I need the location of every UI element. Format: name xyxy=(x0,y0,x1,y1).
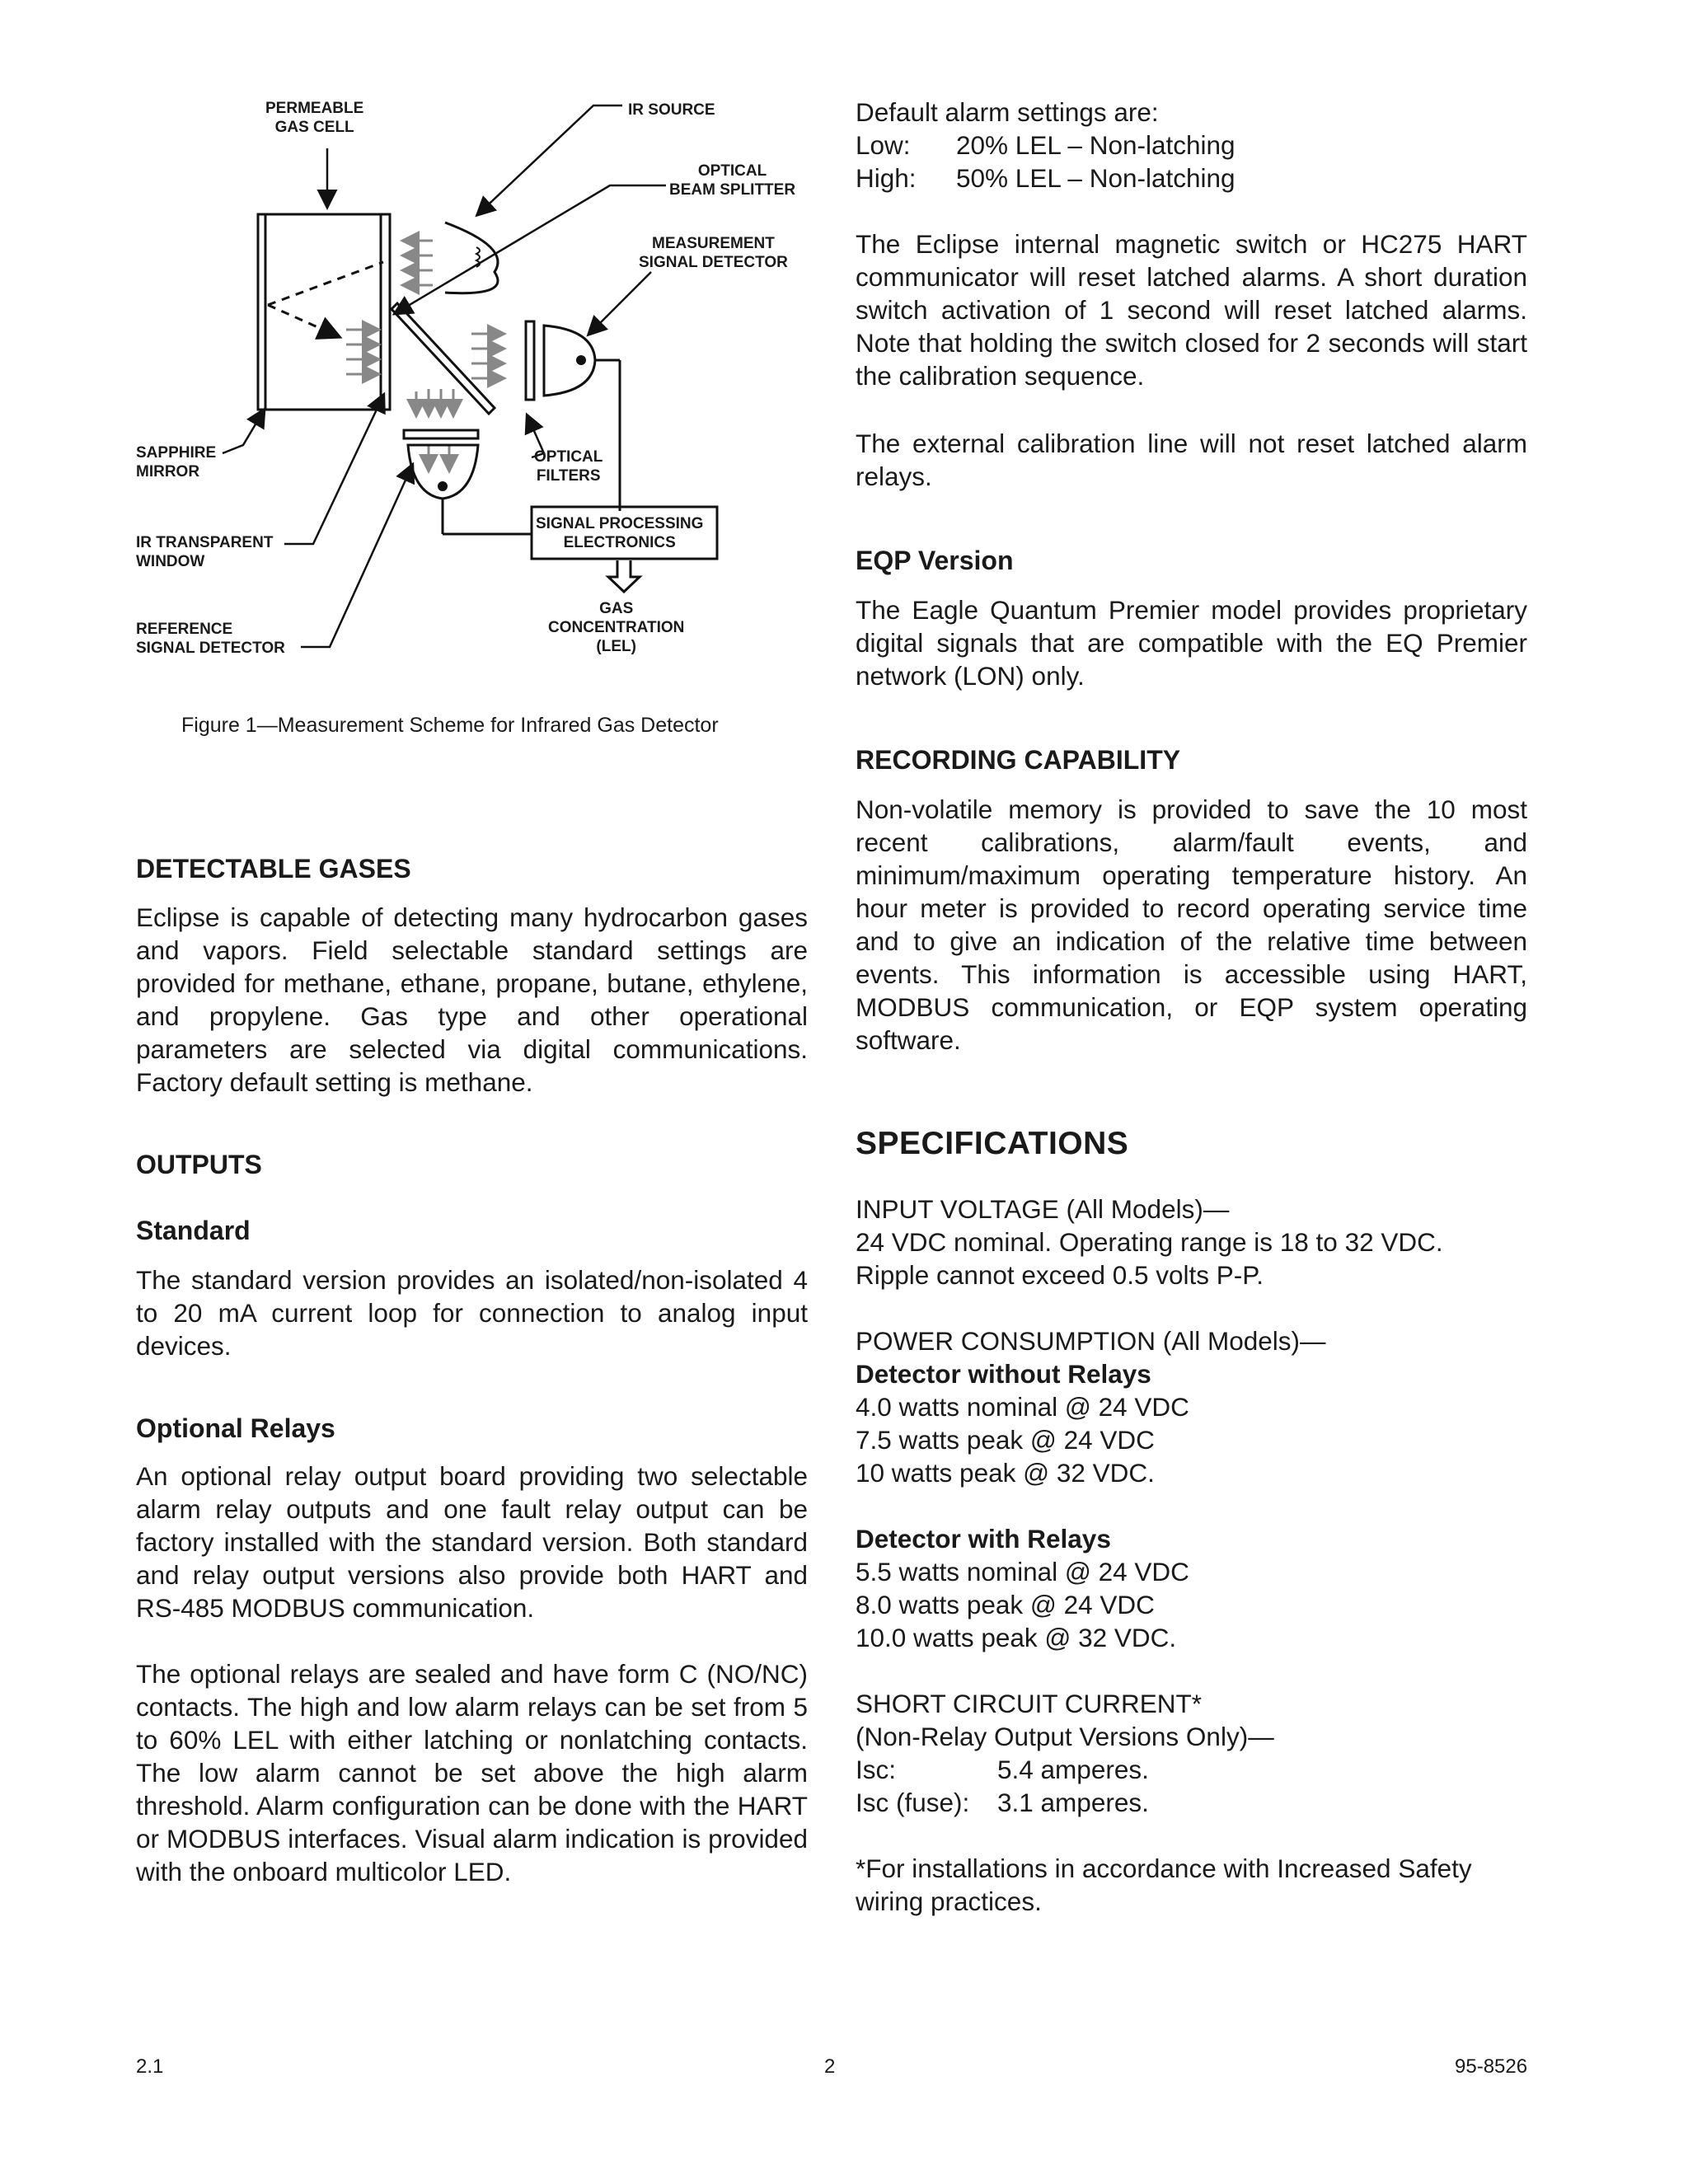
measurement-detector xyxy=(544,326,595,396)
label-signal-processing: SIGNAL PROCESSING ELECTRONICS xyxy=(536,515,704,551)
alarm-low-label: Low: xyxy=(856,130,911,160)
standard-body: The standard version provides an isolated/non-isolated 4 to 20 mA current loop for connection to analog input devices. xyxy=(136,1265,808,1361)
outputs-heading: OUTPUTS xyxy=(136,1150,262,1179)
reference-filter xyxy=(404,430,478,438)
footer-page-number: 2 xyxy=(824,2055,836,2078)
footer-doc-number: 95-8526 xyxy=(1455,2055,1528,2078)
eqp-heading: EQP Version xyxy=(856,546,1014,575)
alarm-high-label: High: xyxy=(856,163,917,193)
isc-fuse-label: Isc (fuse): xyxy=(856,1788,970,1817)
without-relays-line-2: 7.5 watts peak @ 24 VDC xyxy=(856,1425,1155,1455)
label-permeable-gas-cell: PERMEABLE GAS CELL xyxy=(265,100,364,136)
label-optical-beam-splitter: OPTICAL BEAM SPLITTER xyxy=(669,162,796,199)
eqp-body: The Eagle Quantum Premier model provides proprietary digital signals that are compatible with the EQ Premier network (LON) only. xyxy=(856,595,1527,691)
reset-text: The Eclipse internal magnetic switch or HC275 HART communicator will reset latched alarms. A short duration switch activation of 1 second will reset latched alarms. Note that holding the switch closed for 2 seconds will start the calibration sequence. xyxy=(856,229,1527,391)
alarm-defaults-intro: Default alarm settings are: xyxy=(856,97,1159,127)
recording-heading: RECORDING CAPABILITY xyxy=(856,745,1181,775)
alarm-low-value: 20% LEL – Non-latching xyxy=(956,130,1236,160)
figure-caption: Figure 1—Measurement Scheme for Infrared Gas Detector xyxy=(181,714,719,737)
input-voltage-line-2: Ripple cannot exceed 0.5 volts P-P. xyxy=(856,1260,1264,1290)
isc-label: Isc: xyxy=(856,1755,897,1784)
output-arrow xyxy=(608,560,640,592)
detectable-gases-heading: DETECTABLE GASES xyxy=(136,854,411,883)
optional-relays-body-1: An optional relay output board providing two selectable alarm relay outputs and one fault relay output can be factory installed with the standard version. Both standard and relay output versions also provide both HART and RS-485 MODBUS communication. xyxy=(136,1461,808,1623)
label-reference-signal-detector: REFERENCE SIGNAL DETECTOR xyxy=(136,621,285,657)
optional-relays-body-2: The optional relays are sealed and have form C (NO/NC) contacts. The high and low alarm relays can be set from 5 to 60% LEL with either latching or nonlatching contacts. The low alarm cannot be set above the high alarm threshold. Alarm configuration can be done with the HART or MODBUS interfaces. Visual alarm indication is provided with the onboard multicolor LED. xyxy=(136,1659,808,1886)
label-gas-concentration: GAS CONCENTRATION (LEL) xyxy=(548,600,685,655)
label-sapphire-mirror: SAPPHIRE MIRROR xyxy=(136,444,217,480)
with-relays-title: Detector with Relays xyxy=(856,1524,1111,1554)
footnote: *For installations in accordance with Increased Safety wiring practices. xyxy=(856,1854,1472,1916)
without-relays-title: Detector without Relays xyxy=(856,1359,1151,1389)
without-relays-line-3: 10 watts peak @ 32 VDC. xyxy=(856,1458,1155,1488)
without-relays-line-1: 4.0 watts nominal @ 24 VDC xyxy=(856,1392,1189,1422)
measurement-filter xyxy=(526,321,534,400)
label-ir-source: IR SOURCE xyxy=(628,101,715,119)
gas-cell xyxy=(258,214,390,410)
input-voltage-line-1: 24 VDC nominal. Operating range is 18 to 32 VDC. xyxy=(856,1227,1443,1257)
power-consumption-title: POWER CONSUMPTION (All Models)— xyxy=(856,1326,1326,1356)
external-calibration-text: The external calibration line will not reset latched alarm relays. xyxy=(856,429,1527,491)
label-optical-filters: OPTICAL FILTERS xyxy=(534,448,603,485)
specifications-heading: SPECIFICATIONS xyxy=(856,1126,1129,1161)
recording-body: Non-volatile memory is provided to save the 10 most recent calibrations, alarm/fault events, and minimum/maximum operating temperature history. An hour meter is provided to record operating service time and to give an indication of the relative time between events. This information is accessible using HART, MODBUS communication, or EQP system operating software. xyxy=(856,794,1527,1055)
with-relays-line-3: 10.0 watts peak @ 32 VDC. xyxy=(856,1623,1177,1652)
with-relays-line-2: 8.0 watts peak @ 24 VDC xyxy=(856,1590,1155,1619)
short-circuit-title: SHORT CIRCUIT CURRENT* xyxy=(856,1689,1203,1718)
alarm-high-value: 50% LEL – Non-latching xyxy=(956,163,1236,193)
label-ir-transparent-window: IR TRANSPARENT WINDOW xyxy=(136,534,274,570)
isc-value: 5.4 amperes. xyxy=(997,1755,1149,1784)
with-relays-line-1: 5.5 watts nominal @ 24 VDC xyxy=(856,1557,1189,1586)
input-voltage-title: INPUT VOLTAGE (All Models)— xyxy=(856,1194,1230,1224)
isc-fuse-value: 3.1 amperes. xyxy=(997,1788,1149,1817)
standard-heading: Standard xyxy=(136,1216,251,1245)
short-circuit-subtitle: (Non-Relay Output Versions Only)— xyxy=(856,1722,1274,1751)
label-measurement-signal-detector: MEASUREMENT SIGNAL DETECTOR xyxy=(639,235,788,271)
optional-relays-heading: Optional Relays xyxy=(136,1413,335,1443)
beam-splitter xyxy=(392,303,495,414)
footer-revision: 2.1 xyxy=(136,2055,164,2078)
detectable-gases-body: Eclipse is capable of detecting many hydrocarbon gases and vapors. Field selectable standard settings are provided for methane, ethane, propane, butane, ethylene, and propylene. Gas type and other operational parameters are selected via digital communications. Factory default setting is methane. xyxy=(136,902,808,1097)
